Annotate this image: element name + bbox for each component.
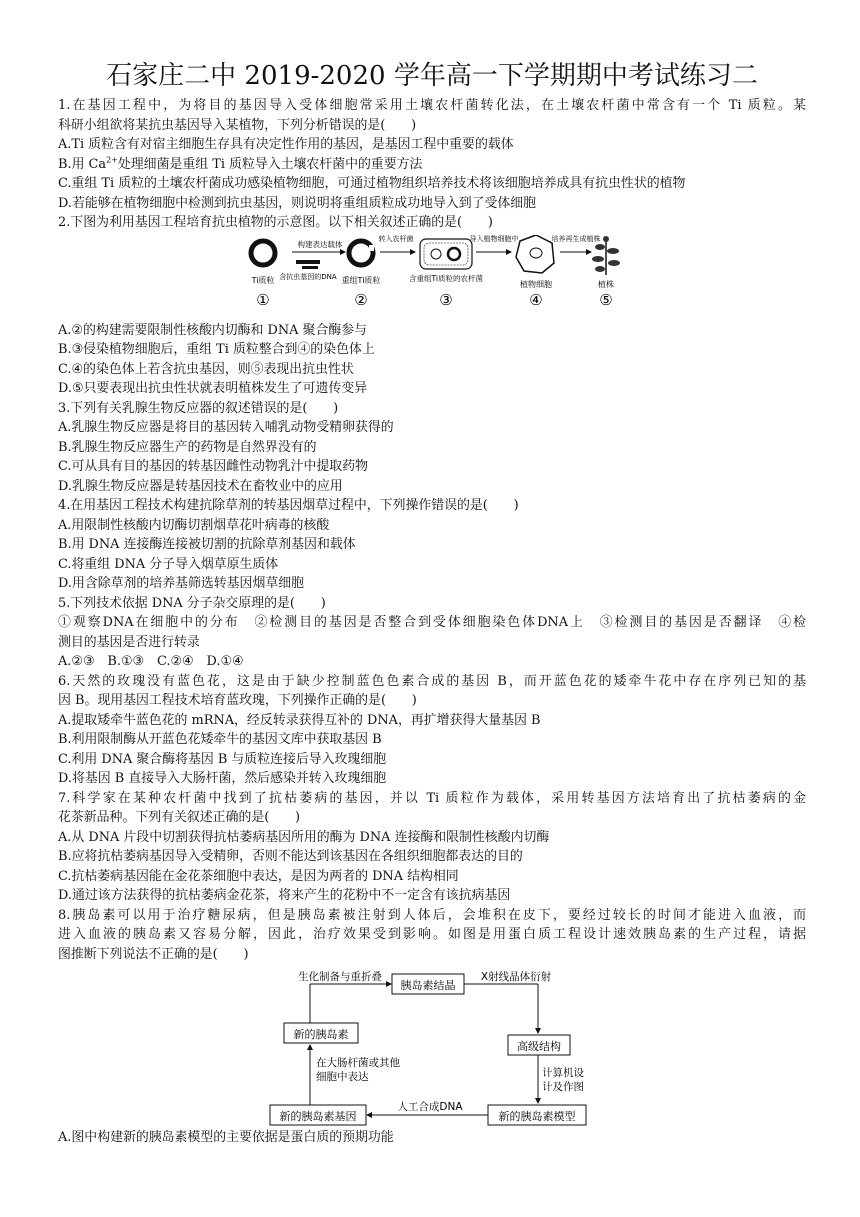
q6-stem-line1: 6.天然的玫瑰没有蓝色花，这是由于缺少控制蓝色色素合成的基因 B，而开蓝色花的矮牵牛花中存在序列已知的基 [58, 673, 806, 689]
q1-stem-line2: 科研小组欲将某抗虫基因导入某植物，下列分析错误的是( ) [58, 117, 417, 133]
q8-stem-line1: 8.胰岛素可以用于治疗糖尿病，但是胰岛素被注射到人体后，会堆积在皮下，要经过较长的时间才能进入血液，而 [58, 907, 806, 923]
text-new-insulin: 新的胰岛素 [293, 1028, 349, 1041]
q7-option-a: A.从 DNA 片段中切割获得抗枯萎病基因所用的酶为 DNA 连接酶和限制性核酸内切酶 [58, 829, 550, 845]
transgenic-plant-diagram [58, 235, 806, 319]
q1-option-b: B.用 $Ca^{2+}$处理细菌是重组 Ti 质粒导入土壤农杆菌中的重要方法 [58, 155, 423, 172]
q8-figure [58, 968, 806, 1126]
protein-engineering-flowchart [58, 968, 806, 1126]
label-ti-plasmid: Ti质粒 [251, 275, 275, 285]
text-new-insulin-model: 新的胰岛素模型 [498, 1110, 576, 1123]
q2-option-c: C.④的染色体上若含抗虫基因，则⑤表现出抗虫性状 [58, 361, 354, 377]
q8-stem-line3: 图推断下列说法不正确的是( ) [58, 946, 249, 962]
exam-page [58, 58, 806, 1148]
q1-option-a: A.Ti 质粒含有对宿主细胞生存具有决定性作用的基因，是基因工程中重要的载体 [58, 137, 514, 152]
q7-stem-line2: 花茶新品种。下列有关叙述正确的是( ) [58, 810, 301, 825]
q5-options: A.②③ B.①③ C.②④ D.①④ [58, 654, 244, 669]
label-synthesize-dna: 人工合成DNA [397, 1101, 463, 1113]
ti-plasmid-ring [251, 241, 275, 265]
q3-option-d: D.乳腺生物反应器是转基因技术在畜牧业中的应用 [58, 478, 343, 494]
text-higher-structure: 高级结构 [517, 1040, 561, 1053]
q6-option-b: B.利用限制酶从开蓝色花矮牵牛的基因文库中获取基因 B [58, 732, 382, 747]
arrow-2-label: 转入农杆菌 [378, 234, 414, 243]
label-computer-design-2: 计及作图 [542, 1081, 584, 1093]
q6-option-c: C.利用 DNA 聚合酶将基因 B 与质粒连接后导入玫瑰细胞 [58, 751, 387, 767]
q1-option-c: C.重组 Ti 质粒的土壤农杆菌成功感染植物细胞，可通过植物组织培养技术将该细胞培养成具有抗虫性状的植物 [58, 176, 686, 191]
q2-stem: 2.下图为利用基因工程培育抗虫植物的示意图。以下相关叙述正确的是( ) [58, 215, 493, 230]
q2-option-d: D.⑤只要表现出抗虫性状就表明植株发生了可遗传变异 [58, 381, 368, 396]
num-5: ⑤ [599, 290, 613, 309]
label-insert-dna: 含抗虫基因的DNA [279, 272, 337, 281]
q6-option-d: D.将基因 B 直接导入大肠杆菌，然后感染并转入玫瑰细胞 [58, 771, 387, 786]
q3-option-b: B.乳腺生物反应器生产的药物是自然界没有的 [58, 439, 317, 455]
q8-option-a: A.图中构建新的胰岛素模型的主要依据是蛋白质的预期功能 [58, 1130, 394, 1145]
q1-option-d: D.若能够在植物细胞中检测到抗虫基因，则说明将重组质粒成功地导入到了受体细胞 [58, 195, 537, 211]
recombinant-plasmid-ring [349, 241, 373, 265]
q3-option-c: C.可从具有目的基因的转基因雌性动物乳汁中提取药物 [58, 459, 368, 474]
num-1: ① [256, 290, 270, 309]
q7-option-d: D.通过该方法获得的抗枯萎病金花茶，将来产生的花粉中不一定含有该抗病基因 [58, 888, 511, 903]
q7-option-c: C.抗枯萎病基因能在金花茶细胞中表达，是因为两者的 DNA 结构相同 [58, 868, 459, 884]
arrow-3-label: 导入植物细胞中 [469, 234, 519, 243]
q3-stem: 3.下列有关乳腺生物反应器的叙述错误的是( ) [58, 400, 339, 416]
num-4: ④ [529, 290, 543, 309]
q6-option-a: A.提取矮牵牛蓝色花的 mRNA，经反转录获得互补的 DNA，再扩增获得大量基因 B [58, 712, 541, 728]
q6-stem-line2: 因 B。现用基因工程技术培育蓝玫瑰，下列操作正确的是( ) [58, 693, 417, 708]
plant-cell [516, 235, 554, 273]
q7-option-b: B.应将抗枯萎病基因导入受精卵，否则不能达到该基因在各组织细胞都表达的目的 [58, 849, 523, 864]
q8-stem-line2: 进入血液的胰岛素又容易分解，因此，治疗效果受到影响。如图是用蛋白质工程设计速效胰岛素的生产过程，请据 [58, 927, 806, 942]
num-3: ③ [439, 290, 453, 309]
text-new-insulin-gene: 新的胰岛素基因 [279, 1110, 357, 1123]
label-agrobacterium: 含重组Ti质粒的农杆菌 [409, 273, 483, 283]
q4-option-b: B.用 DNA 连接酶连接被切割的抗除草剂基因和载体 [58, 537, 356, 552]
q5-items-line1: ①观察DNA在细胞中的分布 ②检测目的基因是否整合到受体细胞染色体DNA上 ③检测目的基因是否翻译 ④检 [58, 615, 806, 630]
q3-option-a: A.乳腺生物反应器是将目的基因转入哺乳动物受精卵获得的 [58, 420, 394, 435]
label-plant-cell: 植物细胞 [520, 279, 552, 289]
label-xray-diffraction: X射线晶体衍射 [480, 971, 552, 983]
label-plant: 植株 [598, 279, 614, 289]
q2-option-a: A.②的构建需要限制性核酸内切酶和 DNA 聚合酶参与 [58, 322, 368, 338]
arrow-4-label: 培养再生成植株 [551, 234, 601, 243]
label-biochem-prep: 生化制备与重折叠 [298, 971, 382, 983]
q5-items-line2: 测目的基因是否进行转录 [58, 634, 200, 650]
label-recombinant-plasmid: 重组Ti质粒 [341, 275, 381, 285]
num-2: ② [354, 290, 368, 309]
arrow-1-label: 构建表达载体 [297, 239, 343, 249]
text-insulin-crystal: 胰岛素结晶 [400, 979, 456, 992]
q5-stem: 5.下列技术依据 DNA 分子杂交原理的是( ) [58, 595, 326, 611]
label-computer-design-1: 计算机设 [542, 1067, 584, 1079]
q4-option-c: C.将重组 DNA 分子导入烟草原生质体 [58, 556, 279, 572]
label-express-2: 细胞中表达 [316, 1071, 369, 1083]
dna-fragment-bar [296, 260, 320, 264]
q2-figure [58, 235, 806, 319]
q2-option-b: B.③侵染植物细胞后，重组 Ti 质粒整合到④的染色体上 [58, 342, 375, 357]
q1-stem-line1: 1.在基因工程中，为将目的基因导入受体细胞常采用土壤农杆菌转化法，在土壤农杆菌中常含有一个 Ti 质粒。某 [58, 98, 806, 113]
q4-option-d: D.用含除草剂的培养基筛选转基因烟草细胞 [58, 576, 305, 591]
q4-option-a: A.用限制性核酸内切酶切割烟草花叶病毒的核酸 [58, 517, 330, 533]
label-express-1: 在大肠杆菌或其他 [316, 1057, 400, 1069]
q4-stem: 4.在用基因工程技术构建抗除草剂的转基因烟草过程中，下列操作错误的是( ) [58, 498, 519, 513]
page-title: 石家庄二中 2019-2020 学年高一下学期期中考试练习二 [106, 61, 758, 91]
q7-stem-line1: 7.科学家在某种农杆菌中找到了抗枯萎病的基因，并以 Ti 质粒作为载体，采用转基因方法培育出了抗枯萎病的金 [58, 790, 806, 806]
agrobacterium-cell [420, 239, 472, 269]
